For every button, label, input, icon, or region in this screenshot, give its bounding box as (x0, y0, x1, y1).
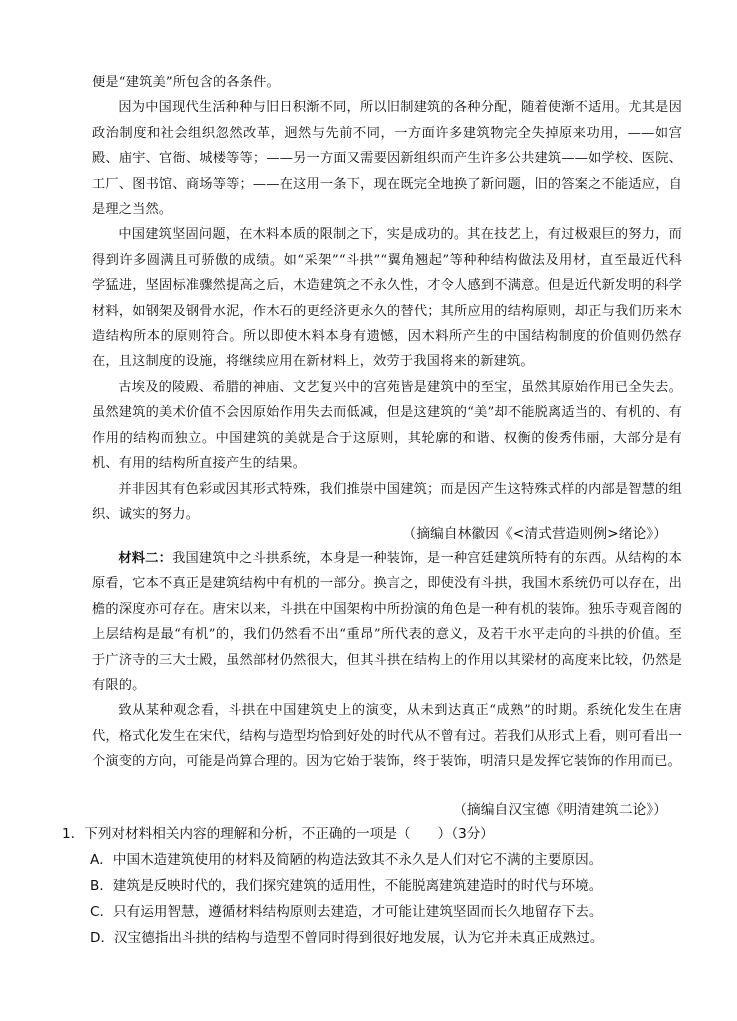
paragraph-dougong-system (92, 546, 682, 698)
source-citation-one: （摘编自林徽因《<清式营造则例>绪论》） (402, 526, 667, 542)
paragraph-structural-strength: 中国建筑坚固问题，在木料本质的限制之下，实是成功的。其在技艺上，有过极艰巨的努力，而得到许多圆满且可骄傲的成绩。如“采架”“斗拱”“翼角翘起”等种种结构做法及用材，直至最近代科学猛进，坚固标准骤然提高之后，木造建筑之不永久性，才令人感到不满意。但是近代新发明的科学材料，如钢架及钢骨水泥，作木石的更经济更永久的替代；其所应用的结构原则，却正与我们历来木造结构所本的原则符合。所以即使木料本身有遗憾，因木料所产生的中国结构制度的价值则仍然存在，且这制度的设施，将继续应用在新材料上，效劳于我国将来的新建筑。 (92, 227, 682, 370)
continuation-line: 便是“建筑美”所包含的各条件。 (92, 75, 280, 90)
option-d[interactable]: D．汉宝德指出斗拱的结构与造型不曾同时得到很好地发展，认为它并未真正成熟过。 (90, 930, 604, 946)
option-c[interactable]: C．只有运用智慧，遵循材料结构原则去建造，才可能让建筑坚固而长久地留存下去。 (90, 904, 603, 920)
material-two-body (92, 546, 682, 775)
material-two-label: 材料二： (118, 551, 173, 566)
question-one (62, 821, 702, 951)
source-citation-two: （摘编自汉宝德《明清建筑二论》） (453, 802, 667, 818)
question-stem: 1．下列对材料相关内容的理解和分析，不正确的一项是（ ）（3分） (62, 826, 494, 842)
option-b[interactable]: B．建筑是反映时代的，我们探究建筑的适用性，不能脱离建筑建造时的时代与环境。 (90, 878, 603, 894)
option-a[interactable]: A．中国木造建筑使用的材料及简陋的构造法致其不永久是人们对它不满的主要原因。 (90, 852, 603, 868)
material-one-body (92, 70, 682, 527)
paragraph-dougong-evolution: 致从某种观念看，斗拱在中国建筑史上的演变，从未到达真正“成熟”的时期。系统化发生在唐代，格式化发生在宋代，结构与造型均恰到好处的时代从不曾有过。若我们从形式上看，则可看出一个演变的方向，可能是尚算合理的。因为它始于装饰，终于装饰，明清只是发挥它装饰的作用而已。 (92, 703, 682, 770)
paragraph-conclusion: 并非因其有色彩或因其形式特殊，我们推崇中国建筑；而是因产生这特殊式样的内部是智慧的组织、诚实的努力。 (92, 481, 682, 522)
material-two-text: 我国建筑中之斗拱系统，本身是一种装饰，是一种宫廷建筑所特有的东西。从结构的本原看，它本不真正是建筑结构中有机的一部分。换言之，即使没有斗拱，我国木系统仍可以存在，出檐的深度亦可存在。唐宋以来，斗拱在中国架构中所扮演的角色是一种有机的装饰。独乐寺观音阁的上层结构是最“有机”的，我们仍然看不出“重昂”所代表的意义，及若干水平走向的斗拱的价值。至于广济寺的三大士殿，虽然部材仍然很大，但其斗拱在结构上的作用以其梁材的高度来比较，仍然是有限的。 (92, 551, 682, 694)
paragraph-architectural-beauty: 古埃及的陵殿、希腊的神庙、文艺复兴中的宫苑皆是建筑中的至宝，虽然其原始作用已全失去。虽然建筑的美术价值不会因原始作用失去而低减，但是这建筑的“美”却不能脱离适当的、有机的、有作用的结构而独立。中国建筑的美就是合于这原则，其轮廓的和谐、权衡的俊秀伟丽，大部分是有机、有用的结构所直接产生的结果。 (92, 379, 682, 472)
paragraph-modern-use: 因为中国现代生活种种与旧日积渐不同，所以旧制建筑的各种分配，随着使渐不适用。尤其是因政治制度和社会组织忽然改革，迥然与先前不同，一方面许多建筑物完全失掉原来功用，——如宫殿、庙宇、官衙、城楼等等；——另一方面又需要因新组织而产生许多公共建筑——如学校、医院、工厂、图书馆、商场等等；——在这用一条下，现在既完全地换了新问题，旧的答案之不能适应，自是理之当然。 (92, 100, 682, 218)
